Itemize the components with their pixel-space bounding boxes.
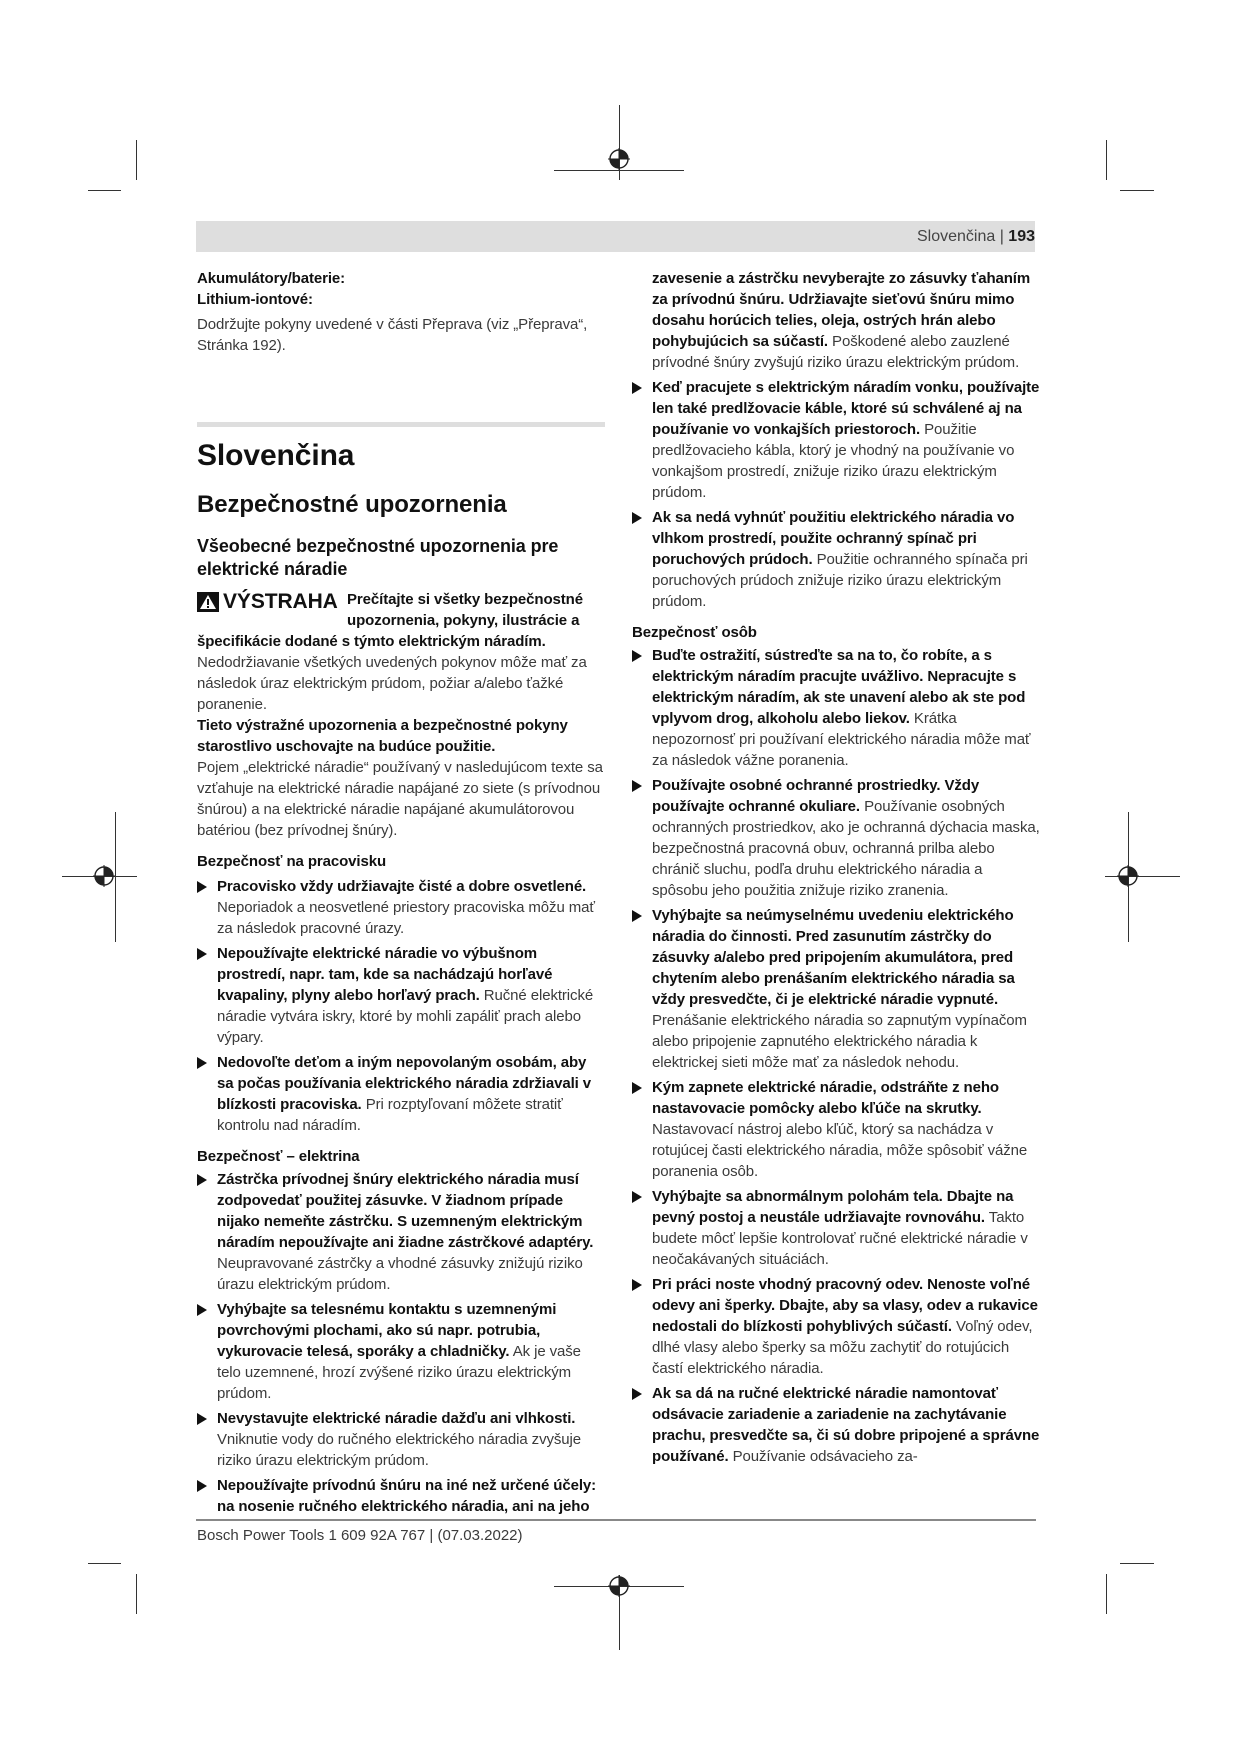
list-item: Ak sa dá na ručné elektrické náradie namontovať odsávacie zariadenie a zariadenie na zachytávanie prachu, presvedčte sa, či sú dobre pripojené a správne používané. Používanie odsávacieho za-: [632, 1383, 1042, 1467]
page-number: 193: [1008, 228, 1035, 245]
bullet-arrow-icon: [197, 1480, 207, 1492]
bullet-arrow-icon: [197, 1174, 207, 1186]
bullet-arrow-icon: [632, 512, 642, 524]
left-column: [197, 268, 605, 1517]
general-safety-title: Všeobecné bezpečnostné upozornenia pre elektrické náradie: [197, 536, 559, 579]
battery-subheading: Lithium-iontové:: [197, 291, 313, 308]
header-language: Slovenčina |: [916, 228, 1004, 245]
list-item: Keď pracujete s elektrickým náradím vonku, používajte len také predlžovacie káble, ktoré sú schválené aj na používanie vo vonkajších priestoroch. Použitie predlžovacieho kábla, ktorý je vhodný na používanie vo vonkajšom prostredí, znižuje riziko úrazu elektrickým prúdom.: [632, 377, 1042, 503]
header-bar: [196, 221, 1035, 252]
list-item: Pri práci noste vhodný pracovný odev. Nenoste voľné odevy ani šperky. Dbajte, aby sa vlasy, odev a rukavice nedostali do blízkosti pohyblivých súčastí. Voľný odev, dlhé vlasy alebo šperky sa môžu zachytiť do rotujúcich častí elektrického náradia.: [632, 1274, 1042, 1379]
language-title: Slovenčina: [197, 439, 355, 472]
electric-safety-list: [197, 1169, 605, 1517]
warning-badge: [197, 591, 338, 612]
electric-safety-list-continued: [632, 377, 1042, 612]
bullet-arrow-icon: [197, 881, 207, 893]
right-column: [632, 268, 1042, 1467]
registration-target-icon: [608, 148, 630, 170]
bullet-arrow-icon: [197, 948, 207, 960]
registration-target-icon: [608, 1575, 630, 1597]
running-header: [917, 228, 1035, 246]
list-item: Vyhýbajte sa neúmyselnému uvedeniu elektrického náradia do činnosti. Pred zasunutím zástrčky do zásuvky a/alebo pred pripojením akumulátora, pred chytením alebo prenášaním elektrického náradia sa vždy presvedčte, či je elektrické náradie vypnuté. Prenášanie elektrického náradia so zapnutým vypínačom alebo pripojenie zapnutého elektrického náradia k elektrickej sieti môže mať za následok nehodu.: [632, 905, 1042, 1073]
safety-title: Bezpečnostné upozornenia: [197, 491, 507, 518]
term-definition: Pojem „elektrické náradie“ používaný v nasledujúcom texte sa vzťahuje na elektrické náradie napájané zo siete (s prívodnou šnúrou) a na elektrické náradie napájané akumulátorovou batériou (bez prívodnej šnúry).: [197, 759, 603, 839]
continued-item: zavesenie a zástrčku nevyberajte zo zásuvky ťahaním za prívodnú šnúru. Udržiavajte sieťovú šnúru mimo dosahu horúcich telies, oleja, ostrých hrán alebo pohybujúcich sa súčastí. Poškodené alebo zauzlené prívodné šnúry zvyšujú riziko úrazu elektrickým prúdom.: [652, 270, 1031, 371]
electric-safety-heading: Bezpečnosť – elektrina: [197, 1148, 360, 1165]
footer-text: Bosch Power Tools 1 609 92A 767 | (07.03.2022): [197, 1527, 523, 1544]
list-item: Vyhýbajte sa telesnému kontaktu s uzemnenými povrchovými plochami, ako sú napr. potrubia, vykurovacie telesá, sporáky a chladničky. Ak je vaše telo uzemnené, hrozí zvýšené riziko úrazu elektrickým prúdom.: [197, 1299, 605, 1404]
list-item: Pracovisko vždy udržiavajte čisté a dobre osvetlené. Neporiadok a neosvetlené priestory pracoviska môžu mať za následok pracovné úrazy.: [197, 876, 605, 939]
warning-block: [197, 589, 605, 652]
battery-text: Dodržujte pokyny uvedené v části Přeprava (viz „Přeprava“, Stránka 192).: [197, 316, 588, 354]
personal-safety-heading: Bezpečnosť osôb: [632, 624, 757, 641]
list-item: Kým zapnete elektrické náradie, odstráňte z neho nastavovacie pomôcky alebo kľúče na skrutky. Nastavovací nástroj alebo kľúč, ktorý sa nachádza v rotujúcej časti elektrického náradia, môže spôsobiť vážne poranenia osôb.: [632, 1077, 1042, 1182]
list-item: Buďte ostražití, sústreďte sa na to, čo robíte, a s elektrickým náradím pracujte uvážlivo. Nepracujte s elektrickým náradím, ak ste unavení alebo ak ste pod vplyvom drog, alkoholu alebo liekov. Krátka nepozornosť pri používaní elektrického náradia môže mať za následok vážne poranenia.: [632, 645, 1042, 771]
list-item: Vyhýbajte sa abnormálnym polohám tela. Dbajte na pevný postoj a neustále udržiavajte rovnováhu. Takto budete môcť lepšie kontrolovať ručné elektrické náradie v neočakávaných situáciách.: [632, 1186, 1042, 1270]
bullet-arrow-icon: [632, 910, 642, 922]
bullet-arrow-icon: [197, 1057, 207, 1069]
bullet-arrow-icon: [632, 382, 642, 394]
bullet-arrow-icon: [632, 1082, 642, 1094]
warning-label: VÝSTRAHA: [223, 590, 338, 613]
bullet-arrow-icon: [197, 1304, 207, 1316]
personal-safety-list: [632, 645, 1042, 1467]
bullet-arrow-icon: [197, 1413, 207, 1425]
list-item: Nedovoľte deťom a iným nepovolaným osobám, aby sa počas používania elektrického náradia zdržiavali v blízkosti pracoviska. Pri rozptyľovaní môžete stratiť kontrolu nad náradím.: [197, 1052, 605, 1136]
list-item: Zástrčka prívodnej šnúry elektrického náradia musí zodpovedať použitej zásuvke. V žiadnom prípade nijako nemeňte zástrčku. S uzemneným elektrickým náradím nepoužívajte ani žiadne zástrčkové adaptéry. Neupravované zástrčky a vhodné zásuvky znižujú riziko úrazu elektrickým prúdom.: [197, 1169, 605, 1295]
footer-rule: [196, 1519, 1036, 1521]
registration-target-icon: [1117, 865, 1139, 887]
list-item: Používajte osobné ochranné prostriedky. Vždy používajte ochranné okuliare. Používanie osobných ochranných prostriedkov, ako je ochranná dýchacia maska, bezpečnostná pracovná obuv, ochranná prilba alebo chránič sluchu, podľa druhu elektrického náradia a spôsobu jeho použitia znižuje riziko zranenia.: [632, 775, 1042, 901]
list-item: Nepoužívajte elektrické náradie vo výbušnom prostredí, napr. tam, kde sa nachádzajú horľavé kvapaliny, plyny alebo horľavý prach. Ručné elektrické náradie vytvára iskry, ktoré by mohli zapáliť prach alebo výpary.: [197, 943, 605, 1048]
keep-instructions: Tieto výstražné upozornenia a bezpečnostné pokyny starostlivo uschovajte na budúce použitie.: [197, 717, 568, 755]
list-item: Nevystavujte elektrické náradie dažďu ani vlhkosti. Vniknutie vody do ručného elektrického náradia zvyšuje riziko úrazu elektrickým prúdom.: [197, 1408, 605, 1471]
list-item: Nepoužívajte prívodnú šnúru na iné než určené účely: na nosenie ručného elektrického náradia, ani na jeho: [197, 1475, 605, 1517]
work-safety-heading: Bezpečnosť na pracovisku: [197, 853, 387, 870]
warning-text: Nedodržiavanie všetkých uvedených pokynov môže mať za následok úraz elektrickým prúdom, požiar a/alebo ťažké poranenie.: [197, 654, 587, 713]
bullet-arrow-icon: [632, 1279, 642, 1291]
bullet-arrow-icon: [632, 1388, 642, 1400]
bullet-arrow-icon: [632, 780, 642, 792]
work-safety-list: [197, 876, 605, 1136]
battery-heading: Akumulátory/baterie:: [197, 270, 346, 287]
section-rule: [197, 422, 605, 427]
warning-bold-text: Prečítajte si všetky bezpečnostné upozornenia, pokyny, ilustrácie a špecifikácie dodané s týmto elektrickým náradím.: [197, 591, 583, 650]
registration-target-icon: [93, 865, 115, 887]
list-item: Ak sa nedá vyhnúť použitiu elektrického náradia vo vlhkom prostredí, použite ochranný spínač pri poruchových prúdoch. Použitie ochranného spínača pri poruchových prúdoch znižuje riziko úrazu elektrickým prúdom.: [632, 507, 1042, 612]
warning-triangle-icon: [197, 592, 219, 612]
bullet-arrow-icon: [632, 1191, 642, 1203]
bullet-arrow-icon: [632, 650, 642, 662]
